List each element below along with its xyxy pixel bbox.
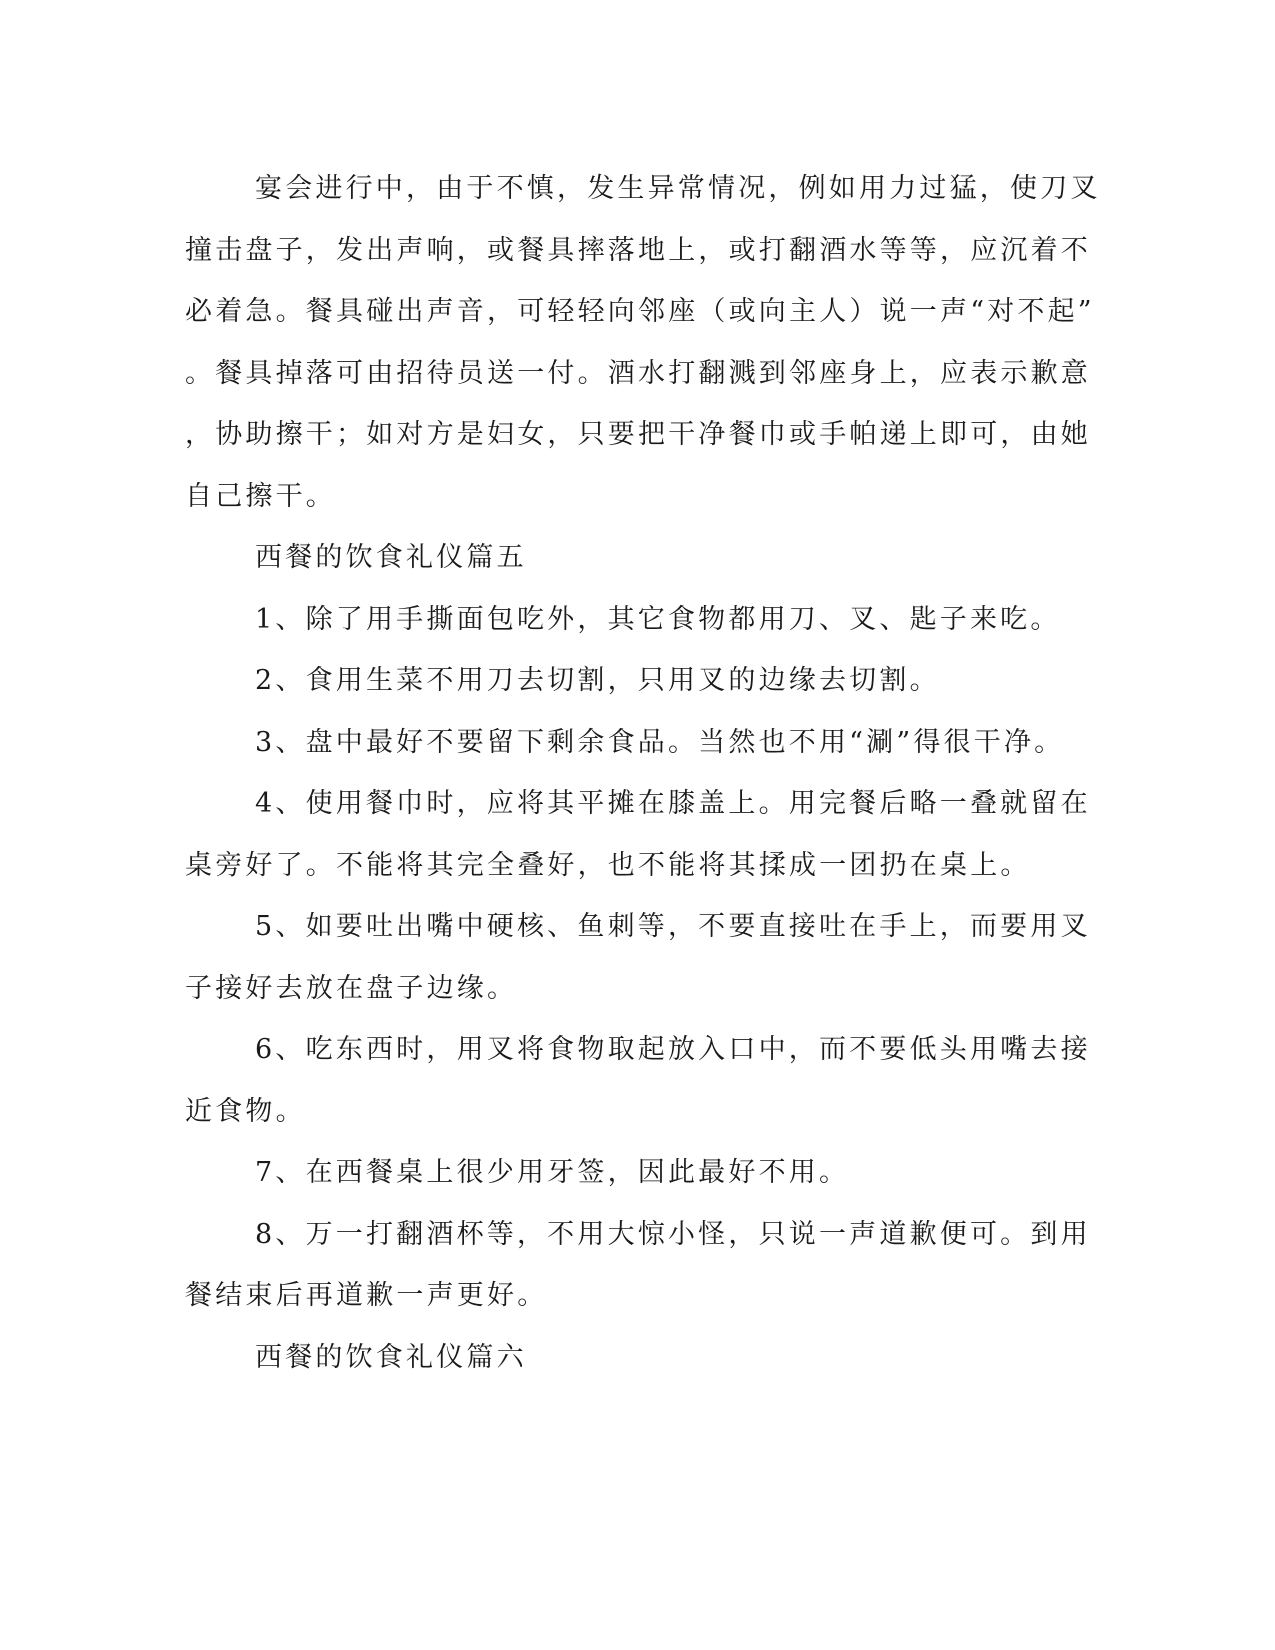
list-item-continuation: 近食物。 (185, 1095, 306, 1127)
paragraph-line: 必着急。餐具碰出声音，可轻轻向邻座（或向主人）说一声“对不起” (185, 296, 1095, 327)
paragraph-line: 自己擦干。 (185, 480, 336, 512)
list-item: 7、在西餐桌上很少用牙签，因此最好不用。 (255, 1157, 850, 1188)
list-item: 4、使用餐巾时，应将其平摊在膝盖上。用完餐后略一叠就留在 (255, 788, 1091, 819)
paragraph-line: ，协助擦干；如对方是妇女，只要把干净餐巾或手帕递上即可，由她 (185, 419, 1091, 450)
list-item: 6、吃东西时，用叉将食物取起放入口中，而不要低头用嘴去接 (255, 1034, 1091, 1065)
list-item: 3、盘中最好不要留下剩余食品。当然也不用“涮”得很干净。 (255, 726, 1065, 758)
list-item-continuation: 子接好去放在盘子边缘。 (185, 972, 518, 1004)
paragraph-line: 宴会进行中，由于不慎，发生异常情况，例如用力过猛，使刀叉 (255, 173, 1101, 204)
list-item: 2、食用生菜不用刀去切割，只用叉的边缘去切割。 (255, 665, 940, 696)
list-item: 1、除了用手撕面包吃外，其它食物都用刀、叉、匙子来吃。 (255, 603, 1061, 635)
list-item: 5、如要吐出嘴中硬核、鱼刺等，不要直接吐在手上，而要用叉 (255, 911, 1091, 942)
list-item-continuation: 餐结束后再道歉一声更好。 (185, 1280, 548, 1311)
paragraph-line: 。餐具掉落可由招待员送一付。酒水打翻溅到邻座身上，应表示歉意 (185, 357, 1091, 389)
list-item: 8、万一打翻酒杯等，不用大惊小怪，只说一声道歉便可。到用 (255, 1218, 1091, 1250)
section-heading: 西餐的饮食礼仪篇五 (255, 542, 527, 573)
section-heading: 西餐的饮食礼仪篇六 (255, 1341, 527, 1373)
document-body (185, 158, 1101, 1388)
list-item-continuation: 桌旁好了。不能将其完全叠好，也不能将其揉成一团扔在桌上。 (185, 849, 1031, 881)
paragraph-line: 撞击盘子，发出声响，或餐具摔落地上，或打翻酒水等等，应沉着不 (185, 234, 1091, 266)
